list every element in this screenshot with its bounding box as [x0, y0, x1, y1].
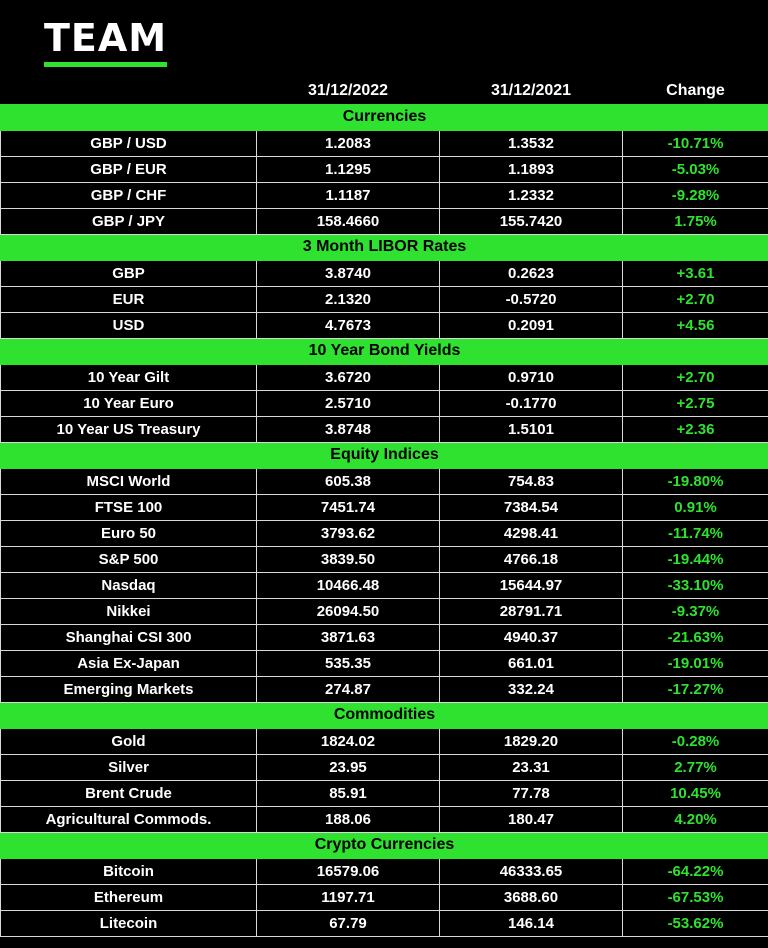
- row-value-2022: 3.8740: [257, 260, 440, 286]
- row-value-2022: 3793.62: [257, 520, 440, 546]
- row-value-2021: 0.2091: [440, 312, 623, 338]
- row-label: Emerging Markets: [1, 676, 257, 702]
- table-row: [1, 416, 768, 442]
- row-value-2021: 15644.97: [440, 572, 623, 598]
- row-change: +2.70: [623, 364, 768, 390]
- row-change: +2.75: [623, 390, 768, 416]
- row-value-2021: 28791.71: [440, 598, 623, 624]
- row-value-2021: 0.2623: [440, 260, 623, 286]
- row-value-2022: 26094.50: [257, 598, 440, 624]
- table-row: [1, 156, 768, 182]
- table-row: [1, 598, 768, 624]
- table-row: [1, 182, 768, 208]
- row-value-2021: 1.3532: [440, 130, 623, 156]
- table-row: [1, 754, 768, 780]
- row-value-2022: 605.38: [257, 468, 440, 494]
- row-value-2022: 2.5710: [257, 390, 440, 416]
- row-value-2022: 16579.06: [257, 858, 440, 884]
- row-label: Euro 50: [1, 520, 257, 546]
- row-label: GBP / CHF: [1, 182, 257, 208]
- row-value-2022: 158.4660: [257, 208, 440, 234]
- table-row: [1, 546, 768, 572]
- row-change: -11.74%: [623, 520, 768, 546]
- row-label: GBP / EUR: [1, 156, 257, 182]
- table-row: [1, 286, 768, 312]
- row-change: 4.20%: [623, 806, 768, 832]
- row-value-2022: 274.87: [257, 676, 440, 702]
- row-value-2021: 3688.60: [440, 884, 623, 910]
- section-title: Commodities: [1, 702, 768, 728]
- row-change: +3.61: [623, 260, 768, 286]
- table-row: [1, 858, 768, 884]
- row-value-2021: 332.24: [440, 676, 623, 702]
- table-row: [1, 468, 768, 494]
- row-value-2021: -0.5720: [440, 286, 623, 312]
- row-label: EUR: [1, 286, 257, 312]
- row-value-2022: 3.8748: [257, 416, 440, 442]
- row-label: Silver: [1, 754, 257, 780]
- row-change: -9.37%: [623, 598, 768, 624]
- row-label: GBP: [1, 260, 257, 286]
- team-logo: [44, 18, 167, 67]
- row-value-2021: 4298.41: [440, 520, 623, 546]
- logo-text: TEAM: [44, 16, 168, 60]
- row-value-2021: 1.1893: [440, 156, 623, 182]
- row-label: Asia Ex-Japan: [1, 650, 257, 676]
- row-value-2022: 1824.02: [257, 728, 440, 754]
- table-row: [1, 572, 768, 598]
- row-label: Nikkei: [1, 598, 257, 624]
- table-row: [1, 728, 768, 754]
- row-value-2022: 1.1187: [257, 182, 440, 208]
- table-row: [1, 390, 768, 416]
- row-label: Bitcoin: [1, 858, 257, 884]
- row-change: -19.80%: [623, 468, 768, 494]
- table-row: [1, 624, 768, 650]
- row-change: -17.27%: [623, 676, 768, 702]
- row-change: 2.77%: [623, 754, 768, 780]
- row-change: -9.28%: [623, 182, 768, 208]
- row-value-2021: 46333.65: [440, 858, 623, 884]
- row-change: 1.75%: [623, 208, 768, 234]
- row-label: MSCI World: [1, 468, 257, 494]
- row-value-2022: 67.79: [257, 910, 440, 936]
- row-value-2021: 180.47: [440, 806, 623, 832]
- row-value-2022: 3839.50: [257, 546, 440, 572]
- table-row: [1, 650, 768, 676]
- row-value-2021: 155.7420: [440, 208, 623, 234]
- row-value-2022: 23.95: [257, 754, 440, 780]
- row-label: Agricultural Commods.: [1, 806, 257, 832]
- row-value-2022: 1197.71: [257, 884, 440, 910]
- table-row: [1, 130, 768, 156]
- row-change: -21.63%: [623, 624, 768, 650]
- row-value-2022: 1.2083: [257, 130, 440, 156]
- table-row: [1, 208, 768, 234]
- row-change: -0.28%: [623, 728, 768, 754]
- section-header-row: [1, 832, 768, 858]
- table-row: [1, 494, 768, 520]
- market-data-table: [0, 74, 768, 937]
- table-row: [1, 312, 768, 338]
- section-header-row: [1, 442, 768, 468]
- column-header-row: [1, 74, 768, 104]
- row-change: -5.03%: [623, 156, 768, 182]
- row-label: GBP / USD: [1, 130, 257, 156]
- row-change: -19.01%: [623, 650, 768, 676]
- row-label: Shanghai CSI 300: [1, 624, 257, 650]
- section-header-row: [1, 234, 768, 260]
- row-change: -19.44%: [623, 546, 768, 572]
- column-header-1: 31/12/2022: [307, 81, 389, 99]
- row-value-2022: 85.91: [257, 780, 440, 806]
- row-value-2021: 754.83: [440, 468, 623, 494]
- row-label: FTSE 100: [1, 494, 257, 520]
- row-value-2022: 3.6720: [257, 364, 440, 390]
- section-header-row: [1, 104, 768, 130]
- row-value-2021: 4766.18: [440, 546, 623, 572]
- row-label: Brent Crude: [1, 780, 257, 806]
- column-header-3: Change: [666, 81, 725, 99]
- row-value-2021: 146.14: [440, 910, 623, 936]
- row-value-2022: 4.7673: [257, 312, 440, 338]
- row-change: -64.22%: [623, 858, 768, 884]
- row-change: +4.56: [623, 312, 768, 338]
- row-value-2021: -0.1770: [440, 390, 623, 416]
- section-title: Equity Indices: [1, 442, 768, 468]
- row-change: -10.71%: [623, 130, 768, 156]
- table-row: [1, 884, 768, 910]
- table-row: [1, 806, 768, 832]
- row-change: -67.53%: [623, 884, 768, 910]
- row-value-2021: 0.9710: [440, 364, 623, 390]
- row-label: 10 Year US Treasury: [1, 416, 257, 442]
- section-title: Currencies: [1, 104, 768, 130]
- row-change: 0.91%: [623, 494, 768, 520]
- row-label: S&P 500: [1, 546, 257, 572]
- row-change: +2.36: [623, 416, 768, 442]
- column-header-2: 31/12/2021: [490, 81, 572, 99]
- row-change: -53.62%: [623, 910, 768, 936]
- table-row: [1, 780, 768, 806]
- row-value-2021: 1.2332: [440, 182, 623, 208]
- row-value-2021: 4940.37: [440, 624, 623, 650]
- section-header-row: [1, 338, 768, 364]
- row-change: +2.70: [623, 286, 768, 312]
- row-value-2021: 77.78: [440, 780, 623, 806]
- row-label: 10 Year Euro: [1, 390, 257, 416]
- table-row: [1, 260, 768, 286]
- logo-underline: [44, 62, 167, 67]
- row-change: -33.10%: [623, 572, 768, 598]
- header: [0, 0, 768, 74]
- row-label: Ethereum: [1, 884, 257, 910]
- row-value-2021: 23.31: [440, 754, 623, 780]
- section-title: 10 Year Bond Yields: [1, 338, 768, 364]
- section-header-row: [1, 702, 768, 728]
- table-row: [1, 364, 768, 390]
- row-value-2021: 661.01: [440, 650, 623, 676]
- row-label: GBP / JPY: [1, 208, 257, 234]
- row-value-2021: 7384.54: [440, 494, 623, 520]
- column-header-0: [1, 74, 257, 104]
- table-row: [1, 676, 768, 702]
- table-row: [1, 520, 768, 546]
- row-value-2022: 1.1295: [257, 156, 440, 182]
- row-label: Nasdaq: [1, 572, 257, 598]
- row-label: Gold: [1, 728, 257, 754]
- row-value-2022: 535.35: [257, 650, 440, 676]
- row-value-2021: 1829.20: [440, 728, 623, 754]
- table-row: [1, 910, 768, 936]
- table-body: [1, 74, 768, 936]
- row-value-2022: 3871.63: [257, 624, 440, 650]
- row-label: 10 Year Gilt: [1, 364, 257, 390]
- row-value-2022: 7451.74: [257, 494, 440, 520]
- section-title: 3 Month LIBOR Rates: [1, 234, 768, 260]
- row-value-2022: 10466.48: [257, 572, 440, 598]
- row-value-2022: 188.06: [257, 806, 440, 832]
- section-title: Crypto Currencies: [1, 832, 768, 858]
- row-value-2022: 2.1320: [257, 286, 440, 312]
- row-change: 10.45%: [623, 780, 768, 806]
- row-label: Litecoin: [1, 910, 257, 936]
- row-label: USD: [1, 312, 257, 338]
- row-value-2021: 1.5101: [440, 416, 623, 442]
